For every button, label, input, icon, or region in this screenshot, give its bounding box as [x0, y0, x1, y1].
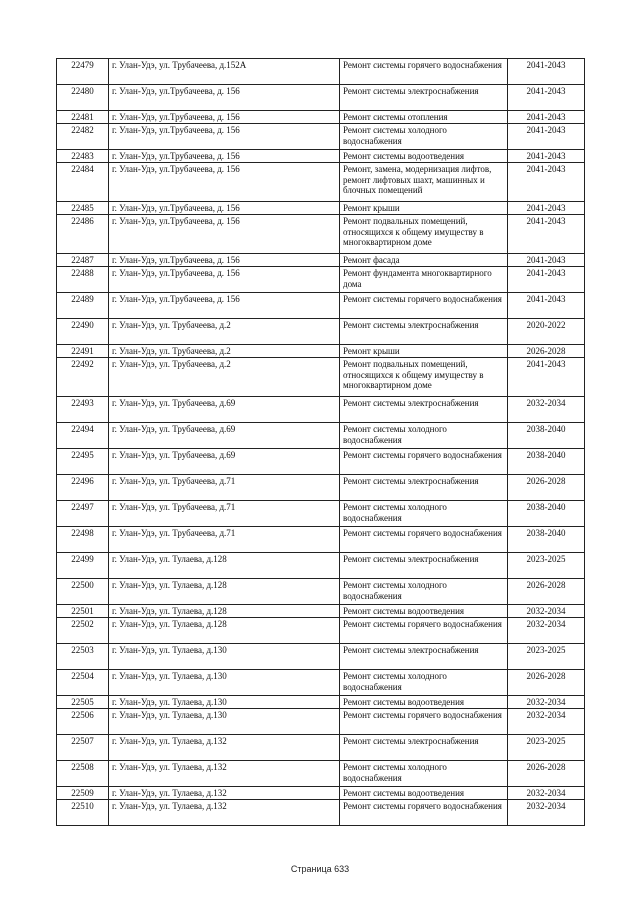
page-number: Страница 633 — [290, 864, 350, 874]
row-years: 2038-2040 — [508, 449, 585, 475]
row-work-type: Ремонт крыши — [340, 202, 508, 215]
row-work-type: Ремонт системы холодного водоснабжения — [340, 501, 508, 527]
row-number: 22484 — [57, 163, 109, 202]
row-years: 2038-2040 — [508, 527, 585, 553]
row-address: г. Улан-Удэ, ул. Трубачеева, д.2 — [109, 358, 340, 397]
table-row — [57, 85, 585, 111]
row-address: г. Улан-Удэ, ул. Тулаева, д.130 — [109, 696, 340, 709]
row-years: 2026-2028 — [508, 345, 585, 358]
row-years: 2032-2034 — [508, 696, 585, 709]
row-address: г. Улан-Удэ, ул.Трубачеева, д. 156 — [109, 293, 340, 319]
table-row — [57, 735, 585, 761]
table-row — [57, 800, 585, 826]
row-number: 22500 — [57, 579, 109, 605]
row-work-type: Ремонт фундамента многоквартирного дома — [340, 267, 508, 293]
row-address: г. Улан-Удэ, ул.Трубачеева, д. 156 — [109, 124, 340, 150]
row-address: г. Улан-Удэ, ул. Трубачеева, д.71 — [109, 475, 340, 501]
row-number: 22498 — [57, 527, 109, 553]
row-work-type: Ремонт системы электроснабжения — [340, 397, 508, 423]
row-address: г. Улан-Удэ, ул. Трубачеева, д.2 — [109, 319, 340, 345]
row-address: г. Улан-Удэ, ул.Трубачеева, д. 156 — [109, 111, 340, 124]
row-work-type: Ремонт системы горячего водоснабжения — [340, 618, 508, 644]
row-address: г. Улан-Удэ, ул. Тулаева, д.130 — [109, 670, 340, 696]
row-number: 22506 — [57, 709, 109, 735]
row-years: 2041-2043 — [508, 202, 585, 215]
table-row — [57, 163, 585, 202]
table-row — [57, 709, 585, 735]
row-number: 22479 — [57, 59, 109, 85]
row-years: 2032-2034 — [508, 397, 585, 423]
row-work-type: Ремонт крыши — [340, 345, 508, 358]
row-address: г. Улан-Удэ, ул.Трубачеева, д. 156 — [109, 254, 340, 267]
row-years: 2026-2028 — [508, 579, 585, 605]
row-address: г. Улан-Удэ, ул.Трубачеева, д. 156 — [109, 85, 340, 111]
row-work-type: Ремонт фасада — [340, 254, 508, 267]
row-work-type: Ремонт системы горячего водоснабжения — [340, 709, 508, 735]
row-work-type: Ремонт системы холодного водоснабжения — [340, 423, 508, 449]
row-years: 2032-2034 — [508, 605, 585, 618]
row-work-type: Ремонт системы водоотведения — [340, 605, 508, 618]
row-work-type: Ремонт, замена, модернизация лифтов, ремонт лифтовых шахт, машинных и блочных помещений — [340, 163, 508, 202]
row-address: г. Улан-Удэ, ул.Трубачеева, д. 156 — [109, 215, 340, 254]
row-years: 2041-2043 — [508, 358, 585, 397]
table-row — [57, 59, 585, 85]
table-row — [57, 215, 585, 254]
row-address: г. Улан-Удэ, ул. Тулаева, д.130 — [109, 644, 340, 670]
row-work-type: Ремонт системы горячего водоснабжения — [340, 527, 508, 553]
row-years: 2032-2034 — [508, 709, 585, 735]
row-address: г. Улан-Удэ, ул. Тулаева, д.128 — [109, 553, 340, 579]
row-years: 2026-2028 — [508, 761, 585, 787]
table-row — [57, 618, 585, 644]
row-address: г. Улан-Удэ, ул. Трубачеева, д.152А — [109, 59, 340, 85]
row-work-type: Ремонт системы электроснабжения — [340, 553, 508, 579]
row-years: 2032-2034 — [508, 618, 585, 644]
row-years: 2020-2022 — [508, 319, 585, 345]
row-number: 22496 — [57, 475, 109, 501]
row-number: 22492 — [57, 358, 109, 397]
row-number: 22499 — [57, 553, 109, 579]
row-address: г. Улан-Удэ, ул.Трубачеева, д. 156 — [109, 163, 340, 202]
row-address: г. Улан-Удэ, ул. Трубачеева, д.71 — [109, 501, 340, 527]
row-work-type: Ремонт системы электроснабжения — [340, 475, 508, 501]
row-work-type: Ремонт подвальных помещений, относящихся к общему имуществу в многоквартирном доме — [340, 358, 508, 397]
row-years: 2041-2043 — [508, 85, 585, 111]
row-number: 22480 — [57, 85, 109, 111]
row-work-type: Ремонт системы холодного водоснабжения — [340, 761, 508, 787]
row-work-type: Ремонт системы водоотведения — [340, 696, 508, 709]
table-row — [57, 124, 585, 150]
row-number: 22497 — [57, 501, 109, 527]
row-years: 2023-2025 — [508, 553, 585, 579]
row-years: 2041-2043 — [508, 59, 585, 85]
row-address: г. Улан-Удэ, ул.Трубачеева, д. 156 — [109, 150, 340, 163]
row-years: 2041-2043 — [508, 267, 585, 293]
row-years: 2026-2028 — [508, 670, 585, 696]
row-number: 22481 — [57, 111, 109, 124]
row-work-type: Ремонт системы электроснабжения — [340, 735, 508, 761]
row-work-type: Ремонт системы отопления — [340, 111, 508, 124]
row-work-type: Ремонт системы электроснабжения — [340, 85, 508, 111]
row-work-type: Ремонт системы водоотведения — [340, 150, 508, 163]
row-years: 2041-2043 — [508, 293, 585, 319]
row-number: 22509 — [57, 787, 109, 800]
row-address: г. Улан-Удэ, ул.Трубачеева, д. 156 — [109, 267, 340, 293]
row-number: 22503 — [57, 644, 109, 670]
row-address: г. Улан-Удэ, ул. Трубачеева, д.2 — [109, 345, 340, 358]
row-years: 2041-2043 — [508, 150, 585, 163]
row-address: г. Улан-Удэ, ул. Тулаева, д.132 — [109, 761, 340, 787]
table-row — [57, 423, 585, 449]
table-row — [57, 345, 585, 358]
row-number: 22507 — [57, 735, 109, 761]
row-number: 22488 — [57, 267, 109, 293]
row-years: 2032-2034 — [508, 800, 585, 826]
table-row — [57, 696, 585, 709]
repair-schedule-table — [56, 58, 585, 826]
row-work-type: Ремонт системы холодного водоснабжения — [340, 579, 508, 605]
row-years: 2041-2043 — [508, 215, 585, 254]
row-number: 22482 — [57, 124, 109, 150]
table-row — [57, 501, 585, 527]
table-row — [57, 644, 585, 670]
table-row — [57, 449, 585, 475]
row-address: г. Улан-Удэ, ул. Тулаева, д.132 — [109, 787, 340, 800]
row-years: 2023-2025 — [508, 644, 585, 670]
row-years: 2038-2040 — [508, 501, 585, 527]
row-address: г. Улан-Удэ, ул. Тулаева, д.128 — [109, 605, 340, 618]
row-years: 2038-2040 — [508, 423, 585, 449]
row-number: 22505 — [57, 696, 109, 709]
row-number: 22486 — [57, 215, 109, 254]
row-work-type: Ремонт подвальных помещений, относящихся к общему имуществу в многоквартирном доме — [340, 215, 508, 254]
table-row — [57, 787, 585, 800]
row-address: г. Улан-Удэ, ул. Трубачеева, д.69 — [109, 423, 340, 449]
row-number: 22483 — [57, 150, 109, 163]
row-work-type: Ремонт системы горячего водоснабжения — [340, 59, 508, 85]
row-address: г. Улан-Удэ, ул.Трубачеева, д. 156 — [109, 202, 340, 215]
row-number: 22510 — [57, 800, 109, 826]
row-address: г. Улан-Удэ, ул. Тулаева, д.128 — [109, 618, 340, 644]
row-address: г. Улан-Удэ, ул. Тулаева, д.128 — [109, 579, 340, 605]
table-row — [57, 293, 585, 319]
table-row — [57, 397, 585, 423]
table-body — [57, 59, 585, 826]
row-number: 22495 — [57, 449, 109, 475]
row-work-type: Ремонт системы горячего водоснабжения — [340, 449, 508, 475]
row-number: 22490 — [57, 319, 109, 345]
row-address: г. Улан-Удэ, ул. Тулаева, д.130 — [109, 709, 340, 735]
row-work-type: Ремонт системы горячего водоснабжения — [340, 293, 508, 319]
row-years: 2023-2025 — [508, 735, 585, 761]
row-address: г. Улан-Удэ, ул. Трубачеева, д.69 — [109, 397, 340, 423]
row-work-type: Ремонт системы электроснабжения — [340, 319, 508, 345]
row-number: 22493 — [57, 397, 109, 423]
row-number: 22508 — [57, 761, 109, 787]
table-row — [57, 605, 585, 618]
row-number: 22487 — [57, 254, 109, 267]
row-work-type: Ремонт системы горячего водоснабжения — [340, 800, 508, 826]
row-number: 22501 — [57, 605, 109, 618]
row-address: г. Улан-Удэ, ул. Трубачеева, д.69 — [109, 449, 340, 475]
table-row — [57, 553, 585, 579]
row-number: 22489 — [57, 293, 109, 319]
table-row — [57, 358, 585, 397]
table-row — [57, 254, 585, 267]
table-row — [57, 319, 585, 345]
table-row — [57, 267, 585, 293]
table-row — [57, 761, 585, 787]
table-row — [57, 111, 585, 124]
row-address: г. Улан-Удэ, ул. Тулаева, д.132 — [109, 800, 340, 826]
row-address: г. Улан-Удэ, ул. Тулаева, д.132 — [109, 735, 340, 761]
row-number: 22485 — [57, 202, 109, 215]
row-number: 22491 — [57, 345, 109, 358]
row-years: 2041-2043 — [508, 163, 585, 202]
row-number: 22494 — [57, 423, 109, 449]
row-work-type: Ремонт системы водоотведения — [340, 787, 508, 800]
row-years: 2041-2043 — [508, 111, 585, 124]
row-address: г. Улан-Удэ, ул. Трубачеева, д.71 — [109, 527, 340, 553]
row-years: 2041-2043 — [508, 254, 585, 267]
row-years: 2041-2043 — [508, 124, 585, 150]
row-number: 22502 — [57, 618, 109, 644]
table-row — [57, 670, 585, 696]
row-years: 2026-2028 — [508, 475, 585, 501]
row-years: 2032-2034 — [508, 787, 585, 800]
row-work-type: Ремонт системы холодного водоснабжения — [340, 124, 508, 150]
row-work-type: Ремонт системы электроснабжения — [340, 644, 508, 670]
table-row — [57, 527, 585, 553]
table-row — [57, 202, 585, 215]
table-row — [57, 150, 585, 163]
row-number: 22504 — [57, 670, 109, 696]
row-work-type: Ремонт системы холодного водоснабжения — [340, 670, 508, 696]
table-row — [57, 475, 585, 501]
table-row — [57, 579, 585, 605]
